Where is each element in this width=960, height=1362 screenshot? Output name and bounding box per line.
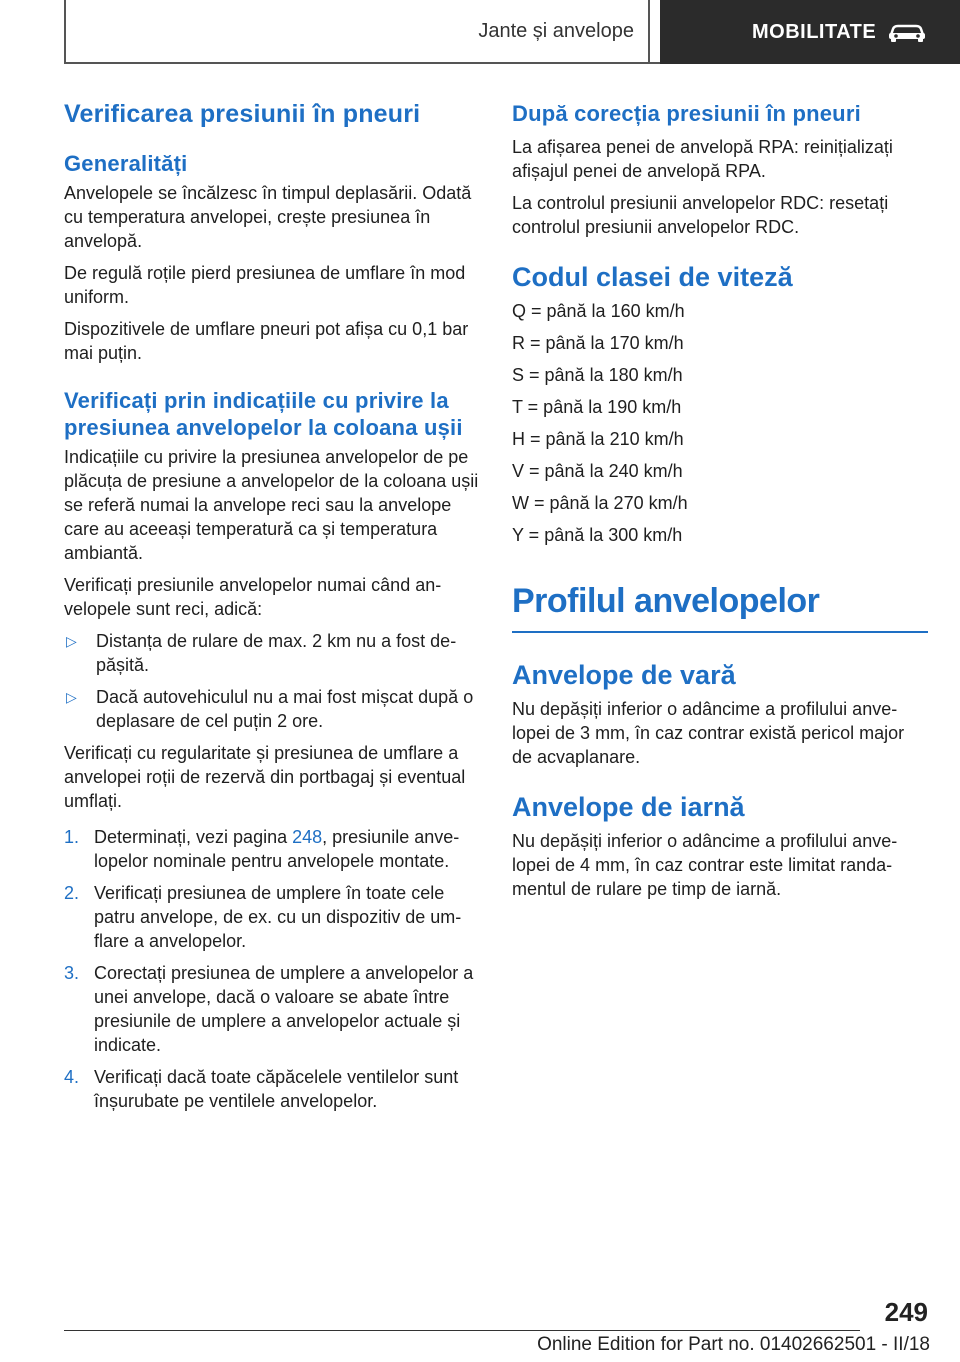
step-item	[64, 961, 479, 1057]
summer-paragraph: Nu depășiți inferior o adâncime a profilului anvelopei de 3 mm, în caz contrar există pericol major de acvaplanare.	[512, 699, 905, 767]
bullet-text: Distanța de rulare de max. 2 km nu a fost depășită.	[96, 631, 457, 675]
general-paragraph-2: De regulă roțile pierd presiunea de umflare în mod uniform.	[64, 263, 466, 307]
heading-summer-tires: Anvelope de vară	[512, 660, 736, 690]
heading-winter-tires: Anvelope de iarnă	[512, 792, 745, 822]
footer-edition: Online Edition for Part no. 01402662501 - II/18	[537, 1334, 930, 1355]
car-icon	[888, 22, 926, 42]
step-item	[64, 881, 479, 953]
winter-paragraph: Nu depășiți inferior o adâncime a profilului anvelopei de 4 mm, în caz contrar este limitat randamentul de rulare pe timp de iarnă.	[512, 831, 898, 899]
list-item	[64, 629, 479, 677]
step-item	[64, 825, 479, 873]
bullet-arrow-icon: ▷	[66, 633, 77, 649]
footer-rule	[64, 1330, 860, 1331]
list-item	[64, 685, 479, 733]
header-separator	[648, 0, 650, 64]
page-link-248[interactable]: 248	[292, 827, 323, 847]
step-text: Corectați presiunea de umplere a anvelopelor a unei anvelope, dacă o valoare se abate între presiunile de umplere a anvelopelor actuale și indicate.	[94, 963, 474, 1055]
speed-item: Y = până la 300 km/h	[512, 525, 683, 545]
check-paragraph-3: Verificați cu regularitate și presiunea de umflare a anvelopei roții de rezervă din portbagaj și eventual umflați.	[64, 743, 466, 811]
speed-item: H = până la 210 km/h	[512, 429, 684, 449]
general-paragraph-1: Anvelopele se încălzesc în timpul deplasării. Odată cu temperatura anvelopei, crește presiunea în anvelopă.	[64, 183, 472, 251]
left-column	[64, 100, 479, 1121]
step-item	[64, 1065, 479, 1113]
heading-after-correction: După corecția presiunii în pneuri	[512, 101, 861, 126]
check-paragraph-2: Verificați presiunile anvelopelor numai când anvelopele sunt reci, adică:	[64, 575, 442, 619]
general-paragraph-3: Dispozitivele de umflare pneuri pot afișa cu 0,1 bar mai puțin.	[64, 319, 469, 363]
speed-item: R = până la 170 km/h	[512, 333, 684, 353]
header-border-bottom	[64, 62, 660, 64]
right-column	[512, 100, 928, 909]
speed-list	[512, 299, 928, 547]
bullet-arrow-icon: ▷	[66, 689, 77, 705]
step-text-pre: Determinați, vezi pagina	[94, 827, 293, 847]
speed-item: T = până la 190 km/h	[512, 397, 682, 417]
step-text: Verificați presiunea de umplere în toate cele patru anvelope, de ex. cu un dispozitiv de umflare a anvelopelor.	[94, 883, 462, 951]
chapter-title	[66, 0, 634, 62]
chapter-heading-tire-profile: Profilul anvelopelor	[512, 581, 928, 633]
step-number: 2.	[64, 883, 80, 903]
step-number: 4.	[64, 1067, 80, 1087]
page-number: 249	[884, 1297, 928, 1327]
step-number: 3.	[64, 963, 80, 983]
step-text	[94, 825, 479, 873]
section-tab-label: MOBILITATE	[752, 20, 877, 43]
section-tab[interactable]	[660, 0, 960, 64]
speed-item: W = până la 270 km/h	[512, 493, 688, 513]
step-text-post: , presiunile anvelopelor nominale pentru anvelopele montate.	[94, 827, 460, 871]
speed-item: V = până la 240 km/h	[512, 461, 683, 481]
step-text: Verificați dacă toate căpăcelele ventilelor sunt înșurubate pe ventilele anvelopelor.	[94, 1067, 459, 1111]
heading-general: Generalități	[64, 151, 188, 176]
check-paragraph-1: Indicațiile cu privire la presiunea anvelopelor de pe plăcuța de presiune a anvelopelor de la coloana ușii se referă numai la anvelope reci sau la anvelope care au aceeași temperatură ca și temperatura ambiantă.	[64, 447, 479, 563]
heading-door-pillar-check: Verificați prin indicațiile cu privire la presiunea anvelopelor la coloana ușii	[64, 388, 463, 440]
speed-item: Q = până la 160 km/h	[512, 301, 685, 321]
after-paragraph-1: La afișarea penei de anvelopă RPA: reinițializați afișajul penei de anvelopă RPA.	[512, 137, 893, 181]
after-paragraph-2: La controlul presiunii anvelopelor RDC: resetați controlul presiunii anvelopelor RDC.	[512, 193, 889, 237]
bullet-text: Dacă autovehiculul nu a mai fost mișcat după o deplasare de cel puțin 2 ore.	[96, 687, 474, 731]
speed-item: S = până la 180 km/h	[512, 365, 683, 385]
chapter-title-text: Jante și anvelope	[478, 19, 634, 42]
step-number: 1.	[64, 827, 80, 847]
heading-speed-class: Codul clasei de viteză	[512, 262, 793, 292]
section-title-pressure-check: Verificarea presiunii în pneuri	[64, 100, 421, 128]
